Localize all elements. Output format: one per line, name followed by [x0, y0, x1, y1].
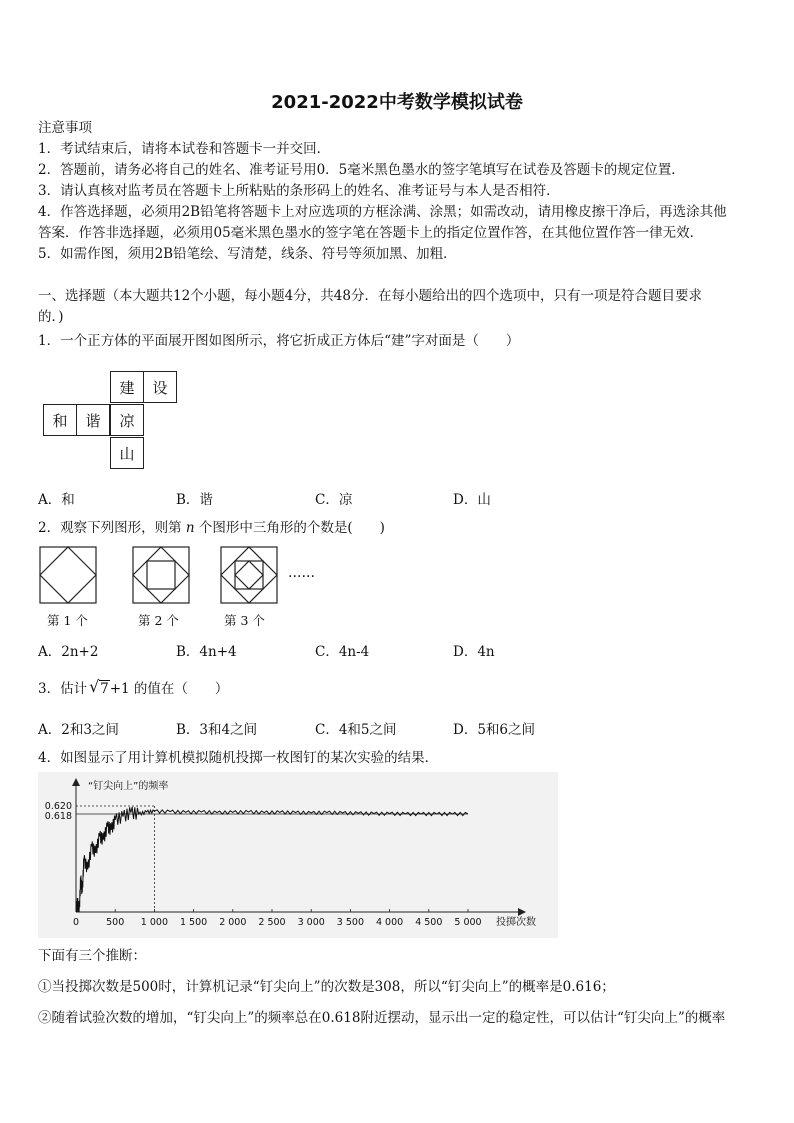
sqrt-sign: √ — [89, 677, 100, 696]
net-cell: 和 — [43, 404, 77, 436]
x-tick-label: 0 — [72, 917, 80, 928]
q2-option-d: D．4n — [453, 644, 495, 660]
q3-option-c: C．4和5之间 — [315, 722, 397, 738]
y-tick-label: 0.620 — [44, 801, 72, 812]
frequency-chart — [38, 772, 558, 938]
net-cell: 谐 — [76, 404, 110, 436]
x-tick-label: 5 000 — [454, 917, 482, 928]
q2-stem-post: 个图形中三角形的个数是( ) — [198, 520, 385, 536]
q3-stem-post: +1 的值在（ ） — [109, 681, 229, 697]
q2-figure-label: 第 1 个 — [47, 613, 88, 628]
x-tick-label: 3 000 — [297, 917, 325, 928]
x-tick-label: 500 — [106, 917, 125, 928]
q2-figure-3 — [221, 547, 277, 603]
notice-item: 5．如需作图，须用2B铅笔绘、写清楚，线条、符号等须加黑、加粗． — [38, 246, 457, 262]
notice-heading: 注意事项 — [38, 120, 92, 136]
q2-stem — [38, 518, 385, 538]
q3-stem-pre: 3．估计 — [38, 681, 88, 697]
q2-ellipsis: …… — [288, 565, 315, 581]
section-heading-cont: 的．) — [38, 309, 64, 325]
x-tick-label: 4 000 — [375, 917, 404, 928]
chart-background — [38, 772, 558, 938]
notice-item: 2．答题前，请务必将自己的姓名、准考证号用0．5毫米黑色墨水的签字笔填写在试卷及答题卡的规定位置． — [38, 162, 685, 178]
x-tick-label: 1 000 — [140, 917, 169, 928]
q2-figure-2 — [133, 547, 189, 603]
sqrt — [89, 679, 110, 699]
q2-figure-label: 第 2 个 — [138, 613, 179, 628]
q2-option-a: A．2n+2 — [38, 644, 99, 660]
x-tick-label: 3 500 — [336, 917, 365, 928]
net-cell: 凉 — [110, 404, 144, 436]
q3-radicand: 7 — [100, 681, 109, 697]
q2-stem-var: n — [185, 520, 195, 536]
q4-inference-2: ②随着试验次数的增加，“钉尖向上”的频率总在0.618附近摆动，显示出一定的稳定性，可以估计“钉尖向上”的概率 — [38, 1010, 726, 1026]
net-cell: 设 — [143, 371, 177, 403]
q4-inference-1: ①当投掷次数是500时，计算机记录“钉尖向上”的次数是308，所以“钉尖向上”的概率是0.616； — [38, 979, 615, 995]
q3-stem — [38, 679, 228, 699]
q3-option-a: A．2和3之间 — [38, 722, 119, 738]
q2-figure-label: 第 3 个 — [224, 613, 265, 628]
x-tick-label: 2 500 — [258, 917, 286, 928]
x-tick-label: 2 000 — [219, 917, 247, 928]
y-tick-label: 0.618 — [44, 811, 72, 822]
q1-option-a: A．和 — [38, 492, 75, 508]
q2-figures — [38, 545, 278, 607]
page-title: 2021-2022中考数学模拟试卷 — [271, 92, 523, 113]
q1-option-d: D．山 — [453, 492, 491, 508]
x-tick-label: 4 500 — [415, 917, 443, 928]
x-axis-label: 投掷次数 — [496, 917, 536, 928]
q1-option-c: C．凉 — [315, 492, 353, 508]
notice-item: 1．考试结束后，请将本试卷和答题卡一并交回． — [38, 141, 331, 157]
notice-item: 答案．作答非选择题，必须用05毫米黑色墨水的签字笔在答题卡上的指定位置作答，在其他位置作答一律无效． — [38, 225, 704, 241]
q1-stem: 1．一个正方体的平面展开图如图所示，将它折成正方体后“建”字对面是（ ） — [38, 333, 520, 349]
notice-item: 4．作答选择题，必须用2B铅笔将答题卡上对应选项的方框涂满、涂黑；如需改动，请用橡皮擦干净后，再选涂其他 — [38, 204, 727, 220]
net-cell: 建 — [110, 371, 144, 403]
section-heading: 一、选择题（本大题共12个小题，每小题4分，共48分．在每小题给出的四个选项中，只有一项是符合题目要求 — [38, 288, 702, 304]
q4-stem: 4．如图显示了用计算机模拟随机投掷一枚图钉的某次实验的结果． — [38, 750, 439, 766]
chart-title: “钉尖向上”的频率 — [88, 781, 169, 792]
x-tick-label: 1 500 — [179, 917, 208, 928]
q3-option-b: B．3和4之间 — [176, 722, 258, 738]
q2-option-c: C．4n-4 — [315, 644, 370, 660]
q2-option-b: B．4n+4 — [176, 644, 237, 660]
q3-option-d: D．5和6之间 — [453, 722, 536, 738]
net-cell: 山 — [110, 437, 144, 469]
q2-stem-pre: 2．观察下列图形，则第 — [38, 520, 182, 536]
q1-option-b: B．谐 — [176, 492, 213, 508]
q2-figure-1 — [40, 547, 96, 603]
notice-item: 3．请认真核对监考员在答题卡上所粘贴的条形码上的姓名、准考证号与本人是否相符． — [38, 183, 560, 199]
q4-following: 下面有三个推断： — [38, 948, 146, 964]
